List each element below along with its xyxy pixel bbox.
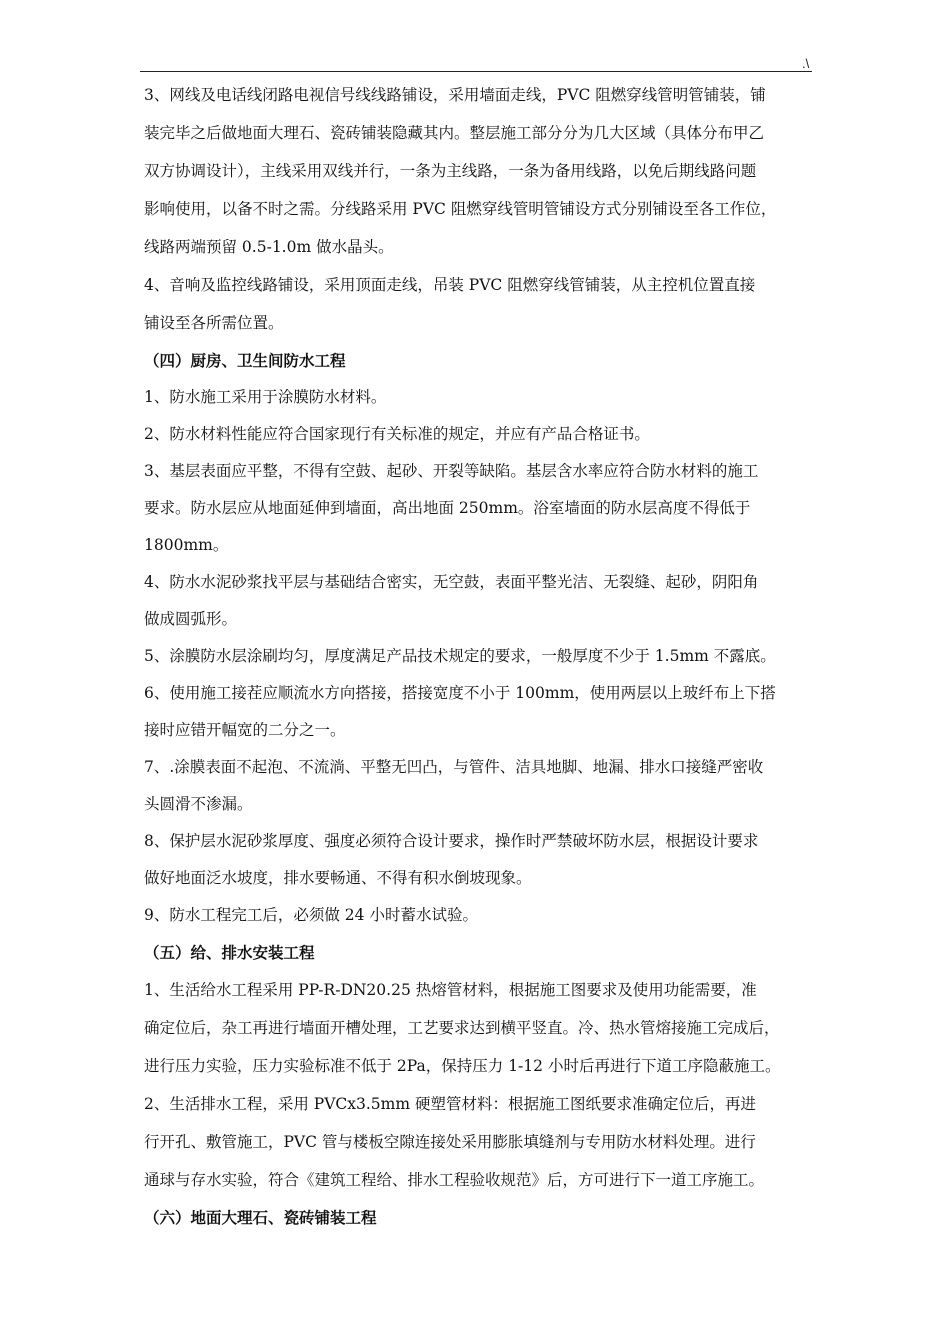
paragraph-line: 3、网线及电话线闭路电视信号线线路铺设，采用墙面走线，PVC 阻燃穿线管明管铺装，铺 bbox=[144, 86, 766, 104]
paragraph-line: 做成圆弧形。 bbox=[144, 610, 238, 628]
paragraph-line: 2、防水材料性能应符合国家现行有关标准的规定，并应有产品合格证书。 bbox=[144, 425, 650, 443]
section-heading: （五）给、排水安装工程 bbox=[144, 943, 315, 962]
paragraph-line: 6、使用施工接茬应顺流水方向搭接，搭接宽度不小于 100mm，使用两层以上玻纤布上下搭 bbox=[144, 684, 776, 702]
paragraph-line: 头圆滑不渗漏。 bbox=[144, 795, 253, 813]
paragraph-line: 行开孔、敷管施工，PVC 管与楼板空隙连接处采用膨胀填缝剂与专用防水材料处理。进行 bbox=[144, 1133, 756, 1151]
header-rule bbox=[140, 71, 812, 72]
paragraph-line: 4、防水水泥砂浆找平层与基础结合密实，无空鼓，表面平整光洁、无裂缝、起砂，阴阳角 bbox=[144, 573, 759, 591]
paragraph-line: 7、.涂膜表面不起泡、不流淌、平整无凹凸，与管件、洁具地脚、地漏、排水口接缝严密收 bbox=[144, 758, 764, 776]
paragraph-line: 5、涂膜防水层涂刷均匀，厚度满足产品技术规定的要求，一般厚度不少于 1.5mm 不露底。 bbox=[144, 647, 776, 665]
section-heading: （四）厨房、卫生间防水工程 bbox=[144, 351, 346, 370]
paragraph-line: 线路两端预留 0.5-1.0m 做水晶头。 bbox=[144, 238, 394, 256]
paragraph-line: 接时应错开幅宽的二分之一。 bbox=[144, 721, 346, 739]
paragraph-line: 8、保护层水泥砂浆厚度、强度必须符合设计要求，操作时严禁破坏防水层，根据设计要求 bbox=[144, 832, 759, 850]
paragraph-line: 确定位后，杂工再进行墙面开槽处理，工艺要求达到横平竖直。冷、热水管熔接施工完成后， bbox=[144, 1019, 780, 1037]
paragraph-line: 2、生活排水工程，采用 PVCx3.5mm 硬塑管材料：根据施工图纸要求准确定位后，再进 bbox=[144, 1095, 756, 1113]
paragraph-line: 4、音响及监控线路铺设，采用顶面走线，吊装 PVC 阻燃穿线管铺装，从主控机位置直接 bbox=[144, 276, 756, 294]
header-mark: .\ bbox=[802, 56, 810, 71]
paragraph-line: 进行压力实验，压力实验标准不低于 2Pa，保持压力 1-12 小时后再进行下道工序隐蔽施工。 bbox=[144, 1057, 781, 1075]
paragraph-line: 影响使用，以备不时之需。分线路采用 PVC 阻燃穿线管明管铺设方式分别铺设至各工作位， bbox=[144, 200, 777, 218]
paragraph-line: 要求。防水层应从地面延伸到墙面，高出地面 250mm。浴室墙面的防水层高度不得低于 bbox=[144, 499, 751, 517]
paragraph-line: 1800mm。 bbox=[144, 536, 229, 554]
paragraph-line: 1、生活给水工程采用 PP-R-DN20.25 热熔管材料，根据施工图要求及使用功能需要，准 bbox=[144, 981, 757, 999]
paragraph-line: 做好地面泛水坡度，排水要畅通、不得有积水倒坡现象。 bbox=[144, 869, 532, 887]
paragraph-line: 双方协调设计），主线采用双线并行，一条为主线路，一条为备用线路，以免后期线路问题 bbox=[144, 162, 757, 180]
paragraph-line: 9、防水工程完工后，必须做 24 小时蓄水试验。 bbox=[144, 906, 478, 924]
section-heading: （六）地面大理石、瓷砖铺装工程 bbox=[144, 1208, 377, 1227]
paragraph-line: 铺设至各所需位置。 bbox=[144, 314, 284, 332]
paragraph-line: 通球与存水实验，符合《建筑工程给、排水工程验收规范》后，方可进行下一道工序施工。 bbox=[144, 1171, 765, 1189]
paragraph-line: 装完毕之后做地面大理石、瓷砖铺装隐藏其内。整层施工部分分为几大区域（具体分布甲乙 bbox=[144, 124, 765, 142]
paragraph-line: 3、基层表面应平整，不得有空鼓、起砂、开裂等缺陷。基层含水率应符合防水材料的施工 bbox=[144, 462, 759, 480]
paragraph-line: 1、防水施工采用于涂膜防水材料。 bbox=[144, 388, 387, 406]
document-body bbox=[144, 76, 820, 1237]
